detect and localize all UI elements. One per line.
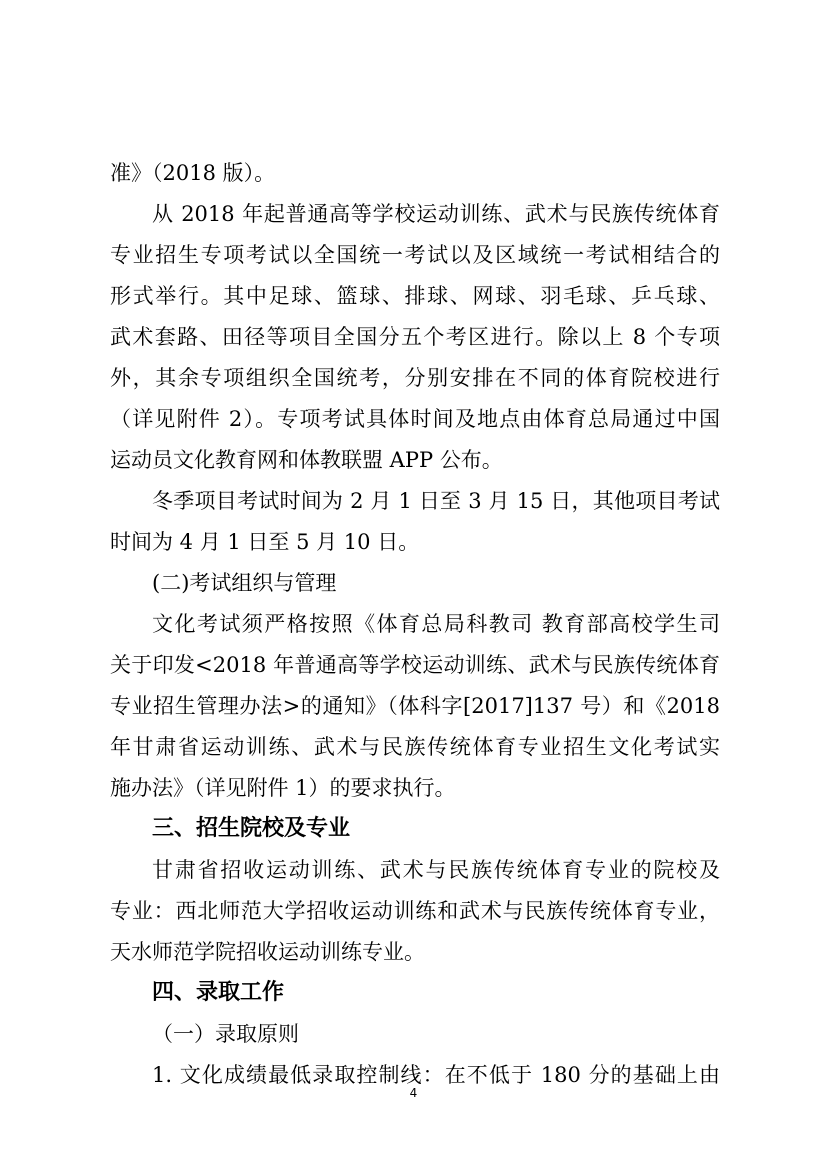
paragraph-line: 专业招生管理办法>的通知》（体科字[2017]137 号）和《2018 (110, 694, 720, 718)
paragraph-line: 形式举行。其中足球、篮球、排球、网球、羽毛球、乒乓球、 (110, 284, 720, 308)
paragraph-line: 专业：西北师范大学招收运动训练和武术与民族传统体育专业， (110, 899, 720, 923)
paragraph-line: 文化考试须严格按照《体育总局科教司 教育部高校学生司 (152, 612, 720, 636)
page-number: 4 (409, 1086, 418, 1100)
paragraph-line: 1. 文化成绩最低录取控制线：在不低于 180 分的基础上由 (152, 1063, 720, 1087)
paragraph-line: 从 2018 年起普通高等学校运动训练、武术与民族传统体育 (152, 202, 720, 226)
paragraph-line: 年甘肃省运动训练、武术与民族传统体育专业招生文化考试实 (110, 735, 720, 759)
subsection-heading: （一）录取原则 (152, 1022, 299, 1046)
paragraph-line: 施办法》（详见附件 1）的要求执行。 (110, 776, 456, 800)
paragraph-line: 武术套路、田径等项目全国分五个考区进行。除以上 8 个专项 (110, 325, 720, 349)
paragraph-line: 冬季项目考试时间为 2 月 1 日至 3 月 15 日，其他项目考试 (152, 489, 720, 513)
paragraph-line: 关于印发<2018 年普通高等学校运动训练、武术与民族传统体育 (110, 653, 720, 677)
paragraph-line: 专业招生专项考试以全国统一考试以及区域统一考试相结合的 (110, 243, 720, 267)
paragraph-line: 外，其余专项组织全国统考，分别安排在不同的体育院校进行 (110, 366, 720, 390)
paragraph-line: （详见附件 2）。专项考试具体时间及地点由体育总局通过中国 (110, 407, 720, 431)
paragraph-line: 天水师范学院招收运动训练专业。 (110, 940, 425, 964)
subsection-heading: (二)考试组织与管理 (152, 571, 337, 595)
paragraph-line: 时间为 4 月 1 日至 5 月 10 日。 (110, 530, 420, 554)
text-line: 准》（2018 版）。 (110, 161, 276, 185)
paragraph-line: 甘肃省招收运动训练、武术与民族传统体育专业的院校及 (152, 858, 720, 882)
paragraph-line: 运动员文化教育网和体教联盟 APP 公布。 (110, 448, 503, 472)
section-heading: 四、录取工作 (152, 980, 285, 1005)
section-heading: 三、招生院校及专业 (152, 816, 351, 841)
